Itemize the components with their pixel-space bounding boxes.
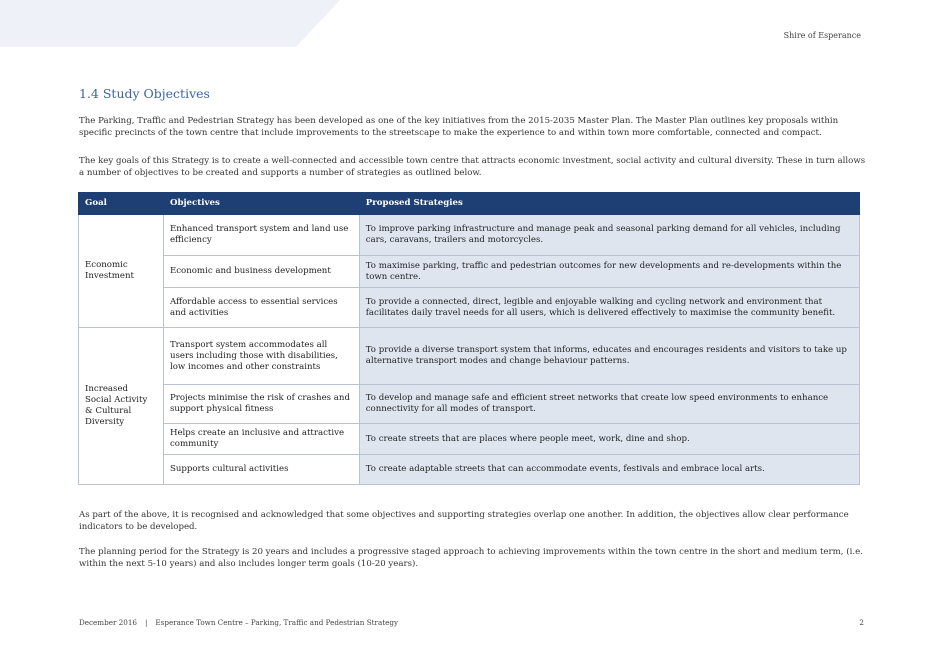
intro-paragraph-2: The key goals of this Strategy is to create a well-connected and accessible town centre that attracts economic investment, social activity and cultural diversity. These in turn allows a number of objectives to be created and supports a number of strategies as outlined below. [79,156,866,178]
objective-cell: Affordable access to essential services and activities [163,288,359,328]
strategy-cell: To provide a diverse transport system that informs, educates and encourages residents and visitors to take up alternative transport modes and change behaviour patterns. [359,328,859,385]
table-row [79,328,860,385]
header-strategies: Proposed Strategies [359,193,859,215]
table-row [79,424,860,455]
objective-cell: Enhanced transport system and land use efficiency [163,215,359,256]
strategy-cell: To maximise parking, traffic and pedestrian outcomes for new developments and re-developments within the town centre. [359,256,859,288]
strategy-cell: To improve parking infrastructure and manage peak and seasonal parking demand for all vehicles, including cars, caravans, trailers and motorcycles. [359,215,859,256]
objective-cell: Supports cultural activities [163,455,359,485]
header-corner-shape [0,0,340,47]
page-number: 2 [859,618,864,627]
closing-paragraph-2: The planning period for the Strategy is 20 years and includes a progressive staged approach to achieving improvements within the town centre in the short and medium term, (i.e. within the next 5-10 years) and also includes longer term goals (10-20 years). [79,547,863,569]
goal-social-cultural: Increased Social Activity & Cultural Diversity [79,328,164,485]
footer [79,618,398,627]
objective-cell: Economic and business development [163,256,359,288]
intro-paragraph-1: The Parking, Traffic and Pedestrian Strategy has been developed as one of the key initiatives from the 2015-2035 Master Plan. The Master Plan outlines key proposals within specific precincts of the town centre that include improvements to the streetscape to make the experience to and within town more comfortable, connected and compact. [79,116,839,138]
table-header-row [79,193,860,215]
objectives-table [78,192,860,485]
table-row [79,385,860,424]
strategy-cell: To provide a connected, direct, legible and enjoyable walking and cycling network and environment that facilitates daily travel needs for all users, which is delivered effectively to maximise the community benefit. [359,288,859,328]
header-goal: Goal [79,193,164,215]
objective-cell: Projects minimise the risk of crashes and support physical fitness [163,385,359,424]
strategy-cell: To create streets that are places where people meet, work, dine and shop. [359,424,859,455]
table-row [79,455,860,485]
section-title: 1.4 Study Objectives [79,86,210,101]
strategy-cell: To develop and manage safe and efficient street networks that create low speed environments to enhance connectivity for all modes of transport. [359,385,859,424]
header-org-name: Shire of Esperance [783,31,861,40]
table-row [79,215,860,256]
closing-paragraph-1: As part of the above, it is recognised and acknowledged that some objectives and supporting strategies overlap one another. In addition, the objectives allow clear performance indicators to be developed. [79,510,849,532]
footer-date: December 2016 [79,618,137,627]
header-objectives: Objectives [163,193,359,215]
table-row [79,288,860,328]
objective-cell: Helps create an inclusive and attractive community [163,424,359,455]
goal-economic-investment: Economic Investment [79,215,164,328]
table-row [79,256,860,288]
footer-separator: | [144,618,148,627]
footer-doc-title: Esperance Town Centre – Parking, Traffic and Pedestrian Strategy [155,618,399,627]
strategy-cell: To create adaptable streets that can accommodate events, festivals and embrace local arts. [359,455,859,485]
objective-cell: Transport system accommodates all users including those with disabilities, low incomes and other constraints [163,328,359,385]
